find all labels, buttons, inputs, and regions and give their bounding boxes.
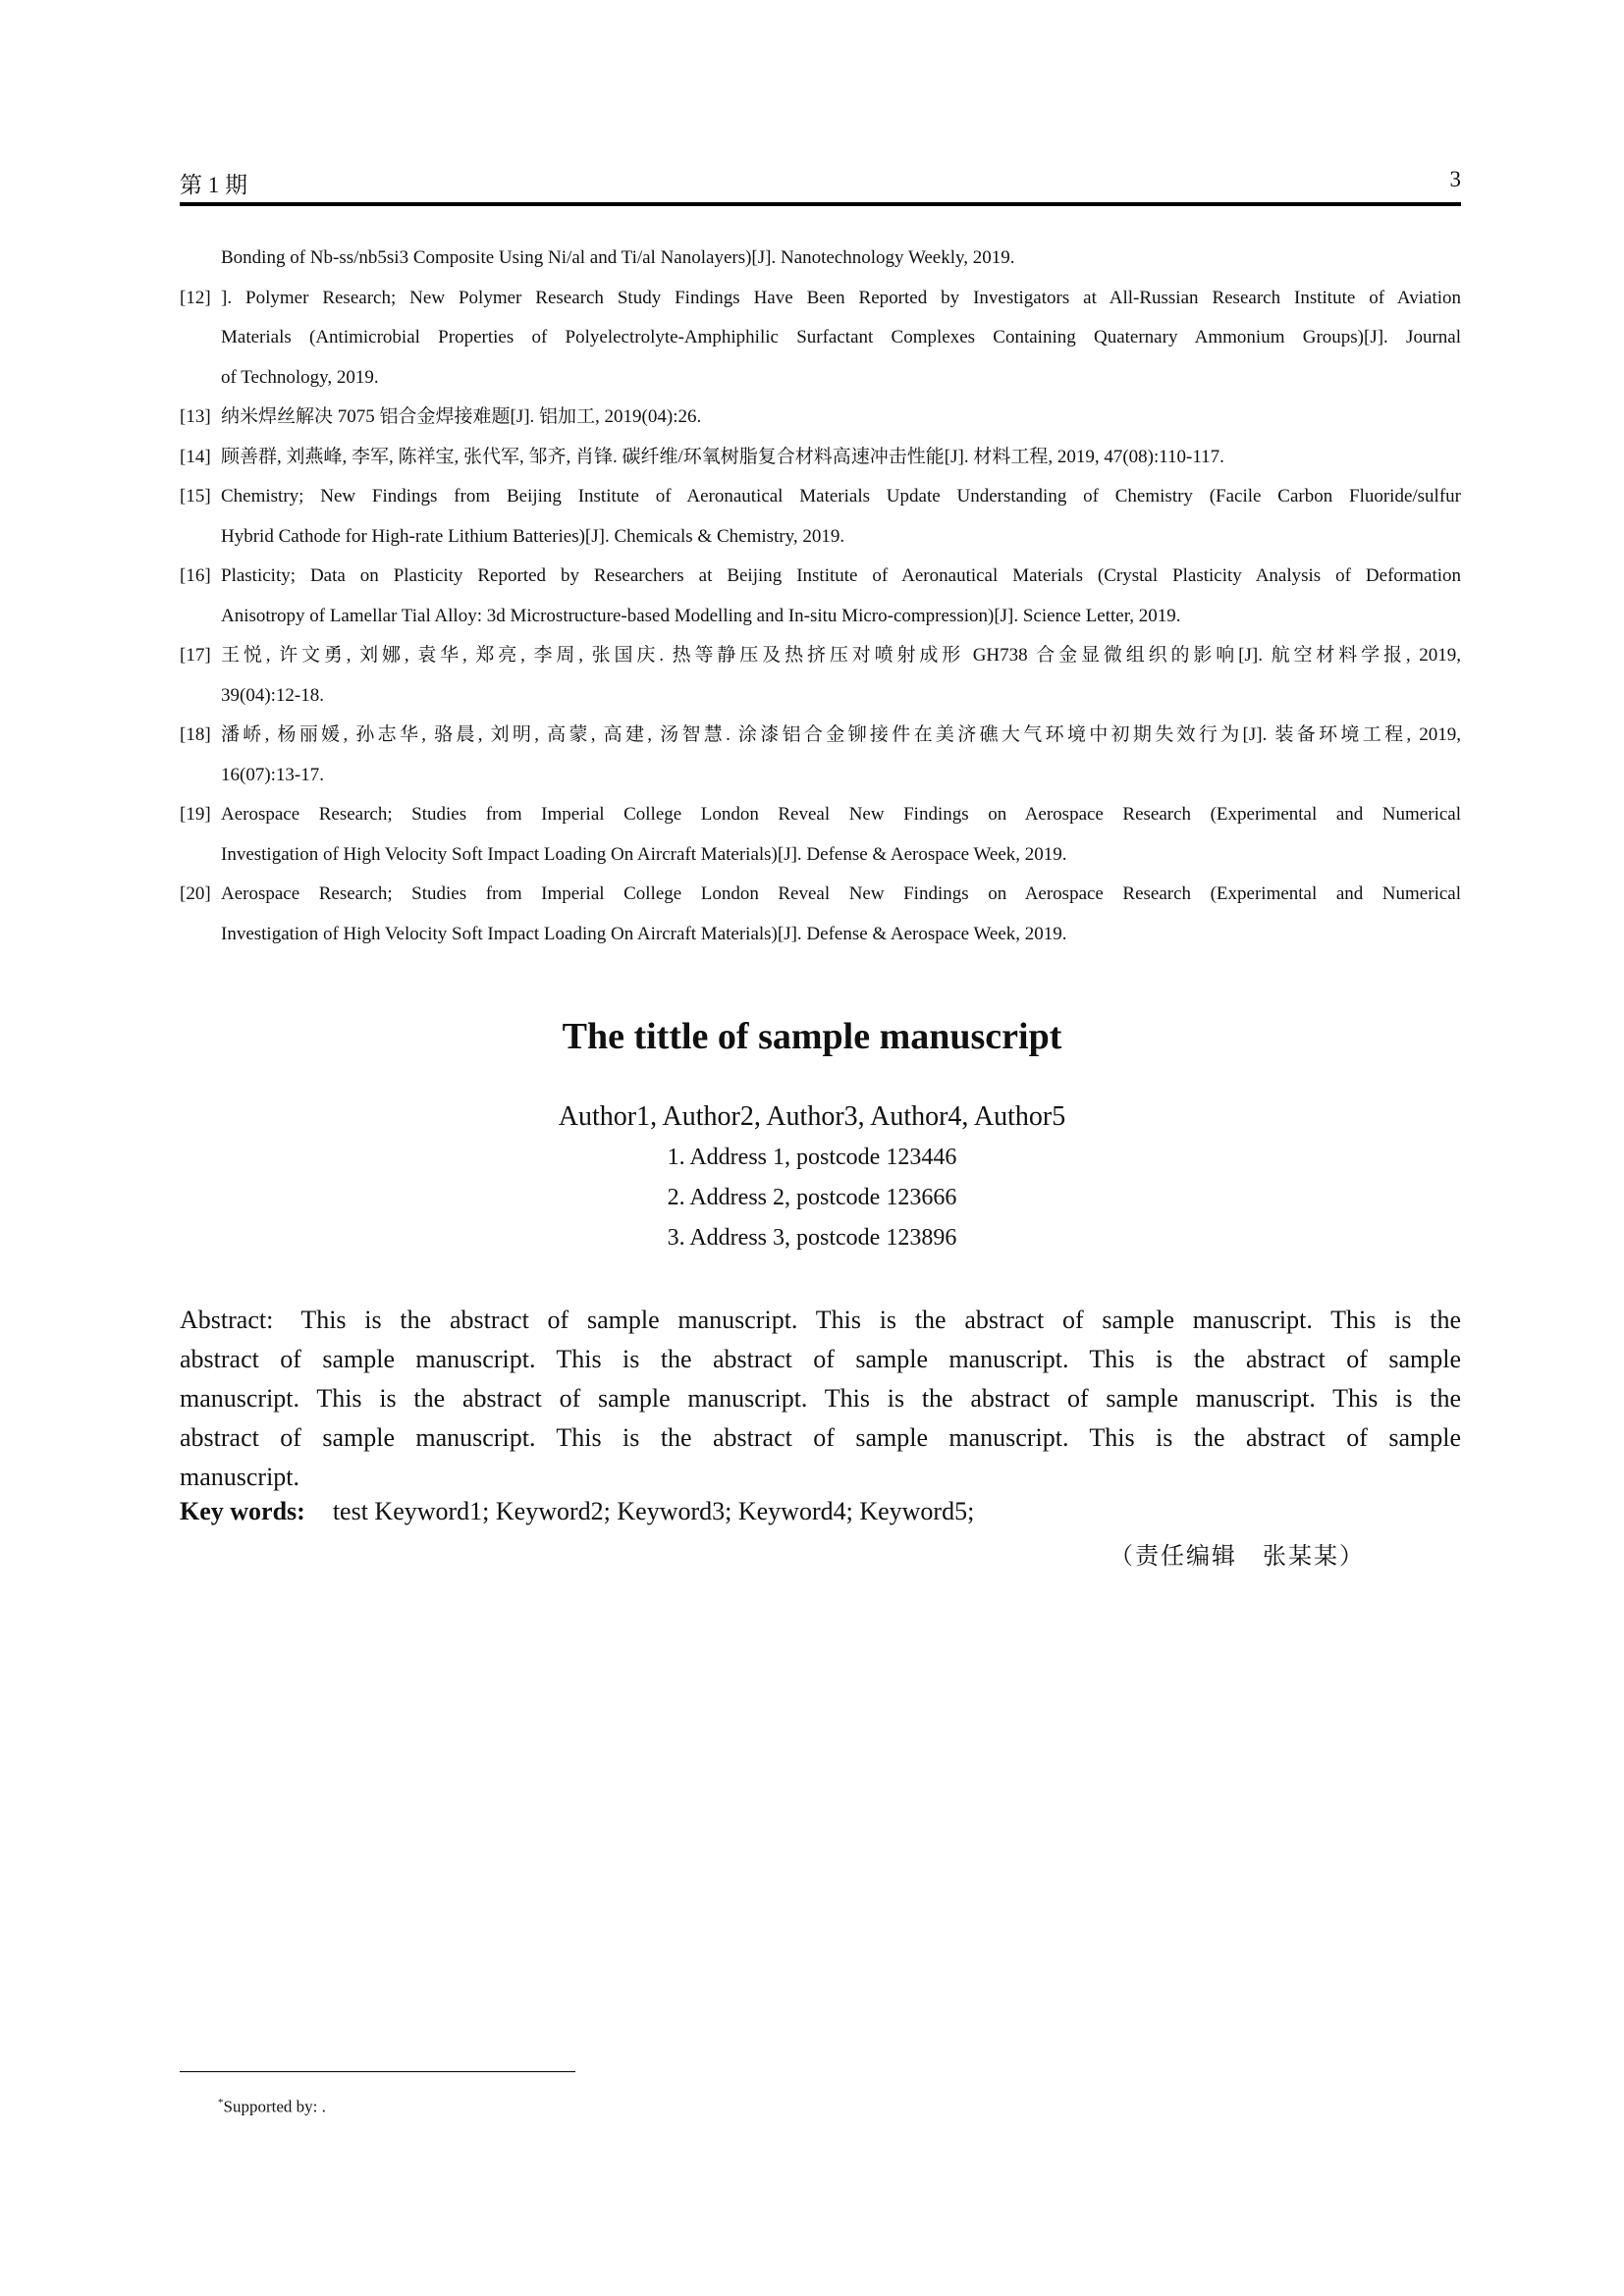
reference-item	[180, 557, 1461, 636]
footnote-mark: *	[218, 2097, 224, 2109]
reference-line: of Technology, 2019.	[221, 366, 379, 388]
header-rule	[180, 202, 1461, 206]
reference-line: Anisotropy of Lamellar Tial Alloy: 3d Microstructure-based Modelling and In-situ Micro-compression)[J]. Science Letter, 2019.	[221, 605, 1181, 626]
author-list: Author1, Author2, Author3, Author4, Author5	[558, 1101, 1066, 1132]
journal-issue: 第 1 期	[180, 173, 247, 197]
footnote-rule	[180, 2071, 575, 2072]
reference-line: Aerospace Research; Studies from Imperial College London Reveal New Findings on Aerospace Research (Experimental and Numerical	[221, 883, 1461, 904]
abstract-line: manuscript.	[180, 1463, 300, 1491]
reference-item	[180, 239, 1461, 279]
abstract-line	[180, 1301, 1461, 1340]
reference-line: Investigation of High Velocity Soft Impact Loading On Aircraft Materials)[J]. Defense & Aerospace Week, 2019.	[221, 923, 1067, 944]
footnote-text: Supported by: .	[223, 2097, 326, 2116]
reference-number: [15]	[180, 486, 211, 507]
abstract-text: This is the abstract of sample manuscript. This is the abstract of sample manuscript. This is the	[300, 1306, 1461, 1334]
reference-item	[180, 438, 1461, 478]
abstract-label: Abstract:	[180, 1306, 274, 1334]
reference-number: [12]	[180, 287, 211, 308]
abstract-line: manuscript. This is the abstract of sample manuscript. This is the abstract of sample manuscript. This is the	[180, 1384, 1461, 1413]
keywords	[180, 1497, 974, 1526]
reference-item	[180, 875, 1461, 954]
reference-line: Hybrid Cathode for High-rate Lithium Batteries)[J]. Chemicals & Chemistry, 2019.	[221, 525, 845, 547]
reference-line: Plasticity; Data on Plasticity Reported by Researchers at Beijing Institute of Aeronautical Materials (Crystal Plasticity Analysis of Deformation	[221, 565, 1461, 586]
reference-list	[180, 239, 1461, 954]
abstract-line: abstract of sample manuscript. This is the abstract of sample manuscript. This is the abstract of sample	[180, 1345, 1461, 1373]
reference-line: Chemistry; New Findings from Beijing Institute of Aeronautical Materials Update Understanding of Chemistry (Facile Carbon Fluoride/sulfur	[221, 486, 1461, 507]
reference-item	[180, 795, 1461, 875]
reference-number: [18]	[180, 724, 211, 745]
address-1: 1. Address 1, postcode 123446	[667, 1145, 957, 1170]
reference-number: [16]	[180, 565, 211, 586]
reference-number: [13]	[180, 406, 211, 427]
reference-number: [19]	[180, 804, 211, 825]
reference-number: [20]	[180, 883, 211, 904]
manuscript-title: The tittle of sample manuscript	[562, 1016, 1062, 1057]
page-number: 3	[1449, 167, 1461, 191]
reference-line: Aerospace Research; Studies from Imperial College London Reveal New Findings on Aerospace Research (Experimental and Numerical	[221, 804, 1461, 825]
reference-item	[180, 636, 1461, 716]
reference-line: Investigation of High Velocity Soft Impact Loading On Aircraft Materials)[J]. Defense & Aerospace Week, 2019.	[221, 843, 1067, 865]
reference-line: ]. Polymer Research; New Polymer Research Study Findings Have Been Reported by Investigators at All-Russian Research Institute of Aviation	[221, 287, 1461, 308]
reference-item	[180, 279, 1461, 399]
keywords-label: Key words:	[180, 1497, 305, 1525]
reference-line: Bonding of Nb-ss/nb5si3 Composite Using Ni/al and Ti/al Nanolayers)[J]. Nanotechnology Weekly, 2019.	[221, 247, 1015, 268]
reference-line: 16(07):13-17.	[221, 764, 325, 785]
keywords-text: test Keyword1; Keyword2; Keyword3; Keyword4; Keyword5;	[332, 1497, 975, 1525]
responsible-editor: （责任编辑 张某某）	[1110, 1542, 1365, 1570]
reference-item	[180, 398, 1461, 438]
reference-line: 王悦, 许文勇, 刘娜, 袁华, 郑亮, 李周, 张国庆. 热等静压及热挤压对喷射成形 GH738 合金显微组织的影响[J]. 航空材料学报, 2019,	[221, 645, 1461, 666]
reference-number: [14]	[180, 446, 211, 467]
reference-line: 纳米焊丝解决 7075 铝合金焊接难题[J]. 铝加工, 2019(04):26.	[221, 406, 702, 427]
abstract-line: abstract of sample manuscript. This is the abstract of sample manuscript. This is the abstract of sample	[180, 1423, 1461, 1452]
footnote	[218, 2097, 326, 2117]
address-3: 3. Address 3, postcode 123896	[667, 1225, 957, 1251]
abstract	[180, 1301, 1461, 1497]
reference-line: 潘峤, 杨丽媛, 孙志华, 骆晨, 刘明, 高蒙, 高建, 汤智慧. 涂漆铝合金铆接件在美济礁大气环境中初期失效行为[J]. 装备环境工程, 2019,	[221, 724, 1461, 745]
reference-item	[180, 477, 1461, 557]
reference-line: Materials (Antimicrobial Properties of Polyelectrolyte-Amphiphilic Surfactant Complexes Containing Quaternary Ammonium Groups)[J]. Journal	[221, 327, 1461, 347]
reference-line: 顾善群, 刘燕峰, 李军, 陈祥宝, 张代军, 邹齐, 肖锋. 碳纤维/环氧树脂复合材料高速冲击性能[J]. 材料工程, 2019, 47(08):110-117.	[221, 446, 1224, 467]
reference-number: [17]	[180, 645, 211, 666]
address-2: 2. Address 2, postcode 123666	[667, 1185, 957, 1210]
reference-item	[180, 716, 1461, 795]
reference-line: 39(04):12-18.	[221, 684, 325, 706]
